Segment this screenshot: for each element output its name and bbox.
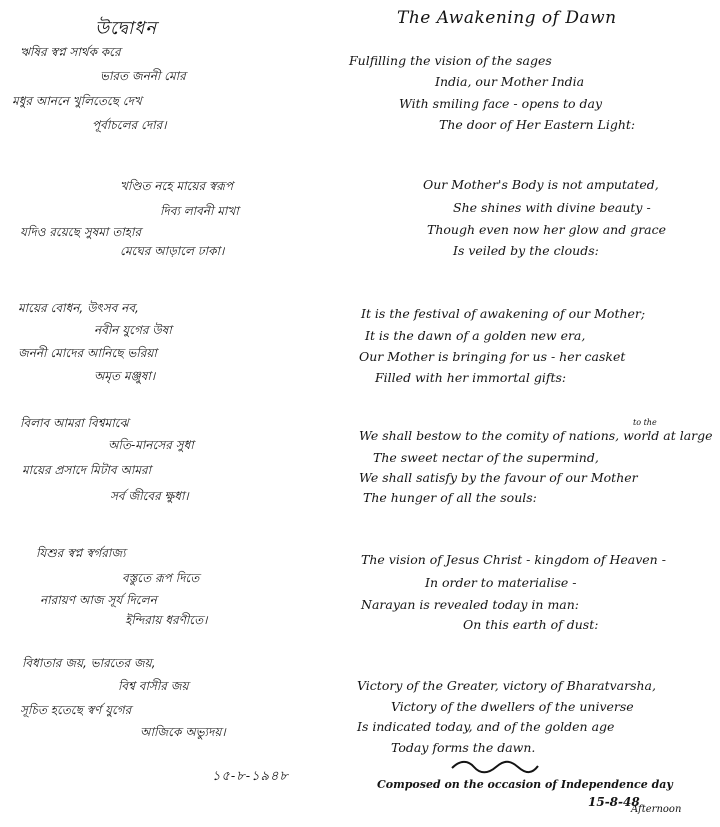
bengali-line: আজিকে অভ্যুদয়।	[140, 725, 226, 739]
english-line: Is veiled by the clouds:	[453, 243, 599, 258]
bengali-line: বিধাতার জয়, ভারতের জয়,	[22, 656, 156, 670]
bengali-line: অমৃত মঞ্জুষা।	[94, 369, 156, 383]
english-line: Fulfilling the vision of the sages	[349, 53, 552, 68]
bengali-column	[0, 0, 330, 827]
english-line: Though even now her glow and grace	[427, 222, 667, 237]
composition-note: Composed on the occasion of Independence day	[377, 778, 673, 791]
bengali-line: খণ্ডিত নহে মায়ের স্বরূপ	[120, 179, 234, 193]
bengali-line: পূর্বাচলের দোর।	[92, 118, 167, 132]
bengali-line: মধুর আননে খুলিতেছে দেখ	[12, 94, 142, 108]
bengali-line: ভারত জননী মোর	[100, 69, 186, 83]
time-note: Afternoon	[631, 804, 682, 815]
bengali-date: ১৫-৮-১৯৪৮	[212, 769, 289, 784]
bengali-line: মায়ের প্রসাদে মিটাব আমরা	[22, 463, 152, 477]
english-line: With smiling face - opens to day	[399, 96, 603, 111]
english-line: We shall bestow to the comity of nations, world at large	[359, 428, 713, 443]
bengali-line: নবীন যুগের উষা	[94, 323, 172, 337]
english-line: In order to materialise -	[425, 575, 577, 590]
bengali-line: সর্ব জীবের ক্ষুধা।	[110, 489, 189, 503]
bengali-line: ইন্দিরায় ধরণীতে।	[125, 613, 208, 627]
bengali-line: ঋষির স্বপ্ন সার্থক করে	[20, 45, 121, 59]
english-title: The Awakening of Dawn	[397, 8, 617, 28]
bengali-line: নারায়ণ আজ সূর্য দিলেন	[40, 593, 157, 607]
english-line: Filled with her immortal gifts:	[375, 370, 567, 385]
bengali-line: সূচিত হতেছে স্বর্ণ যুগের	[20, 703, 132, 717]
english-date: 15-8-48	[588, 795, 640, 809]
bengali-line: যদিও রয়েছে সুষমা তাহার	[20, 225, 142, 239]
english-line: Victory of the Greater, victory of Bharatvarsha,	[357, 678, 656, 693]
english-line: The vision of Jesus Christ - kingdom of Heaven -	[361, 552, 666, 567]
english-line: Victory of the dwellers of the universe	[391, 699, 634, 714]
bengali-line: জননী মোদের আনিছে ভরিয়া	[18, 346, 157, 360]
english-line: She shines with divine beauty -	[453, 200, 651, 215]
english-line: Narayan is revealed today in man:	[361, 597, 580, 612]
decorative-squiggle	[450, 760, 540, 774]
english-line: Is indicated today, and of the golden age	[357, 719, 615, 734]
bengali-line: বিশ্ব বাসীর জয়	[118, 679, 189, 693]
english-line: It is the dawn of a golden new era,	[365, 328, 586, 343]
insertion-mark: to the	[633, 418, 657, 427]
english-line: The sweet nectar of the supermind,	[373, 450, 599, 465]
english-line: Our Mother's Body is not amputated,	[423, 177, 659, 192]
bengali-line: যিশুর স্বপ্ন স্বর্গরাজ্য	[36, 546, 126, 560]
english-line: Our Mother is bringing for us - her casket	[359, 349, 626, 364]
bengali-line: মায়ের বোধন, উৎসব নব,	[18, 301, 139, 315]
bengali-line: মেঘের আড়ালে ঢাকা।	[120, 244, 225, 258]
english-column	[335, 0, 720, 827]
bengali-title: উদ্বোধন	[95, 18, 158, 39]
bengali-line: অতি-মানসের সুধা	[108, 438, 194, 452]
english-line: We shall satisfy by the favour of our Mother	[359, 470, 638, 485]
bengali-line: বিলাব আমরা বিশ্বমাঝে	[20, 416, 129, 430]
english-line: Today forms the dawn.	[391, 740, 536, 755]
english-line: India, our Mother India	[435, 74, 585, 89]
english-line: The hunger of all the souls:	[363, 490, 537, 505]
english-line: The door of Her Eastern Light:	[439, 117, 636, 132]
bengali-line: বস্তুতে রূপ দিতে	[122, 571, 200, 585]
bengali-line: দিব্য লাবনী মাখা	[160, 204, 239, 218]
english-line: It is the festival of awakening of our Mother;	[361, 306, 646, 321]
english-line: On this earth of dust:	[463, 617, 599, 632]
